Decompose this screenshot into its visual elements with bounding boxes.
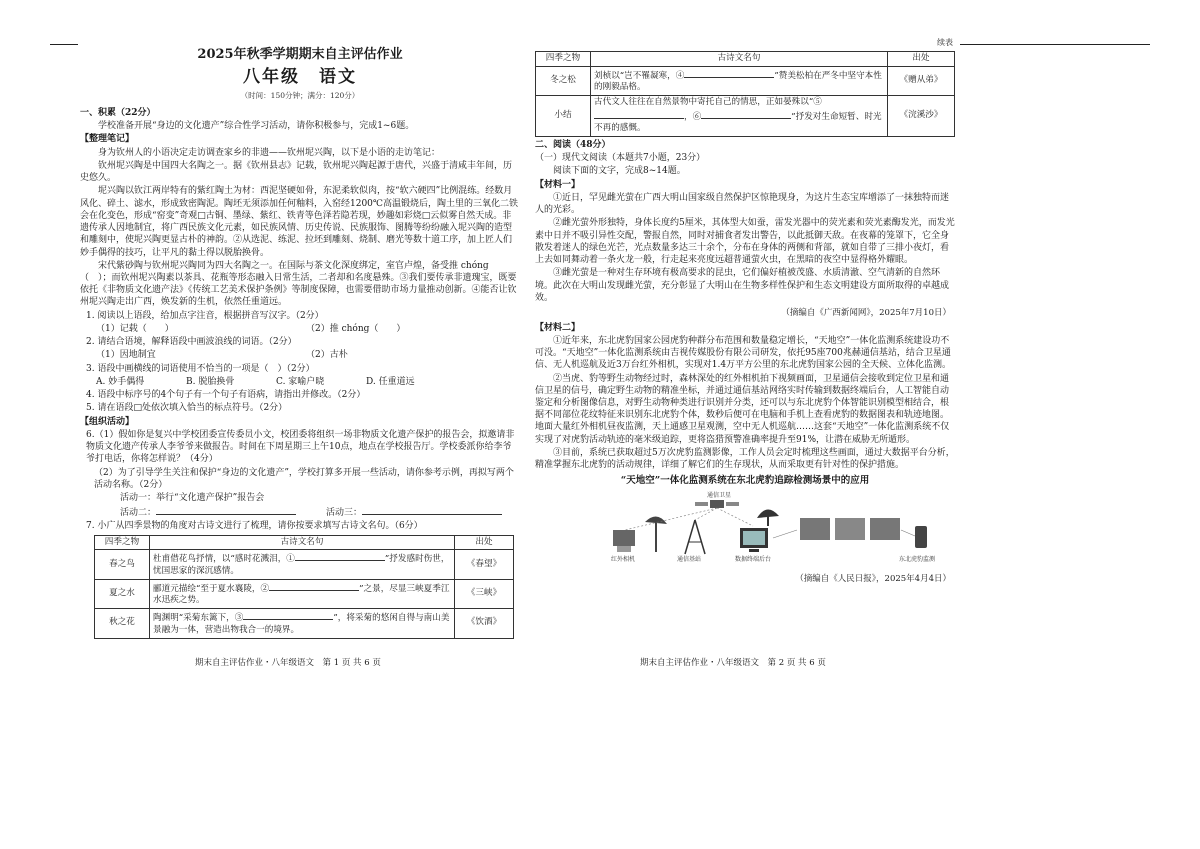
answer-blank-4[interactable] [684, 68, 774, 78]
answer-blank-5[interactable] [594, 109, 684, 119]
th-source: 出处 [888, 51, 955, 66]
option-a[interactable]: A. 妙手偶得 [96, 376, 145, 387]
phone-icon [915, 526, 927, 548]
org-tag: 【组织活动】 [80, 416, 135, 427]
material-2-tag: 【材料二】 [535, 322, 581, 333]
right-page [535, 38, 955, 678]
material-1-tag: 【材料一】 [535, 179, 581, 190]
footer-page-1: 期末自主评估作业・八年级语文 第 1 页 共 6 页 [195, 658, 381, 668]
subsection-1: （一）现代文阅读（本题共7小题，23分） [535, 153, 706, 164]
activity-2-blank[interactable] [156, 505, 296, 515]
row-line: 郦道元描绘“至于夏水襄陵，② ”之景，尽显三峡夏季江水迅疾之势。 [150, 579, 455, 608]
time-score: （时间：150分钟；满分：120分） [240, 90, 360, 100]
material-1-para-3: ③雌光萤是一种对生存环境有极高要求的昆虫，它们偏好植被茂盛、水质清澈、空气清新的自然环境。此次在大明山发现雌光萤，充分彰显了大明山在生物多样性保护和生态文明建设方面所取得的卓越成效。 [535, 268, 950, 303]
row-thing: 夏之水 [95, 579, 150, 608]
section-1-heading: 一、积累（22分） [80, 107, 156, 118]
question-6-1: 6.（1）假如你是复兴中学校团委宣传委员小文，校团委将组织一场非物质文化遗产保护的报告会，拟邀请非物质文化遗产传承人李爷爷来做报告。时间在下周星期三上午10点，地点在学校报告厅。学校委派你给李爷爷打电话，你将怎样说？（4分） [86, 429, 515, 465]
top-right-rule [960, 44, 1150, 45]
label-camera: 红外相机 [611, 556, 636, 564]
question-5: 5. 请在语段□处依次填入恰当的标点符号。（2分） [86, 403, 288, 414]
dish-icon [645, 517, 667, 553]
question-6-example: 活动一：举行“文化遗产保护”报告会 [120, 493, 265, 503]
row-line: 杜甫借花鸟抒情，以“感时花溅泪，① ”抒发感时伤世，忧国思家的深沉感情。 [150, 550, 455, 579]
label-backend: 数据终端后台 [735, 556, 772, 564]
notes-para-3: 宋代紫砂陶与钦州坭兴陶同为四大名陶之一。在国际与茶文化深度绑定，室官卢煌，备受推 chóng（ ）；而钦州坭兴陶素以茶具、花瓶等形态融入日常生活，二者却和名度悬殊。③我们要传承非遗瑰宝，既要依托《非物质文化遗产法》《传统工艺美术保护条例》等制度保障，也需要借助市场力量推动创新。④能否让钦州坭兴陶走出广西，焕发新的生机，依然任重道远。 [80, 260, 517, 308]
subsection-1-intro: 阅读下面的文字，完成8~14题。 [553, 166, 686, 177]
computer-icon [740, 528, 768, 552]
tower-icon [685, 520, 705, 554]
monitoring-diagram [535, 492, 955, 570]
table-row [95, 579, 514, 608]
th-thing: 四季之物 [95, 535, 150, 550]
material-1-para-2: ②雌光萤外形独特，身体长度约5厘米，其体型大如蚕，雷发光器中的荧光素和荧光素酶发光，而发光素中日并不吸引异性交配，警报自然，同时对捕食者发出警告，以此抵御天敌。在夜幕的笼罩下，它全身散发着迷人的绿色光芒，光点数量多达三十余个，分布在身体的两侧和背部，就如自带了三排小夜灯，看上去如同舞动着一条火龙一般，行走起来亮度远超普通萤火虫，在黑暗的夜空中显得格外耀眼。 [535, 218, 955, 266]
footer-page-2: 期末自主评估作业・八年级语文 第 2 页 共 6 页 [640, 658, 826, 668]
notes-para-2: 坭兴陶以钦江两岸特有的紫红陶土为材：西泥坚硬如骨，东泥柔软似肉，按“软六硬四”比例混练。经数月风化、碎土、滤水，形成致密陶泥。陶坯无须添加任何釉料，入窑经1200℃高温锻烧后，陶土里的三氧化二铁会在化变色，形成“窑变”奇观□古铜、墨绿、紫红、铁青等色泽若隐若现，妙趣如彩烧□云似雾自然天成。非遗传承人因地制宜，将广西民族文化元素，如民族风情、历史传说、民族服饰、图腾等纷纷融入坭兴陶的造型和雕刻中，使坭兴陶更显古朴的神韵。②从选泥、练泥、拉坯到雕刻、烧制、磨光等数十道工序，加上匠人们妙手偶得的技巧，让平凡的黏土得以脱胎换骨。 [80, 186, 518, 258]
option-c[interactable]: C. 家喻户晓 [276, 376, 325, 387]
figure-title: “天地空”一体化监测系统在东北虎豹追踪检测场景中的应用 [620, 475, 870, 487]
question-2: 2. 请结合语境，解释语段中画波浪线的词语。（2分） [86, 337, 297, 348]
question-1a[interactable]: （1）记载（ ） [96, 323, 174, 334]
answer-blank-1[interactable] [295, 551, 385, 561]
notes-intro: 身为钦州人的小语决定走访调查家乡的非遗——钦州坭兴陶，以下是小语的走访笔记： [98, 147, 441, 158]
table-row [536, 66, 955, 95]
answer-blank-3[interactable] [243, 610, 333, 620]
poetry-table-continued [535, 51, 955, 137]
row-source: 《饮酒》 [455, 609, 514, 638]
question-3: 3. 语段中画横线的词语使用不恰当的一项是（ ）（2分） [86, 363, 315, 374]
material-2-para-2: ②当虎、豹等野生动物经过时，森林深处的红外相机拍下视频画面，卫星通信会接收到定位卫星和通信卫星的信号，确定野生动物的精准坐标，并通过通信基站网络实时传输到数据终端后台，人工智能自动鉴定和分析图像信息，对野生动物种类进行识别并分类，还可以与东北虎豹个体智能识别模型相结合，根据不同部位花纹特征来识别东北虎豹个体，数秒后便可在电脑和手机上查看虎豹的数据图表和轨迹地图。地面大量红外相机昼夜监测，天上通感卫星观测，空中无人机巡航……这套“天地空”一体化监测系统不仅实现了对虎豹活动轨迹的毫米级追踪，更将盗猎预警准确率提升至91%，让潜在威胁无所遁形。 [535, 373, 950, 445]
table-row [95, 550, 514, 579]
grade-subject: 八年级 语文 [243, 66, 357, 87]
th-line: 古诗文名句 [150, 535, 455, 550]
question-6-answers [120, 505, 520, 519]
continued-label: 续表 [937, 38, 953, 47]
question-2-parts [96, 349, 520, 361]
row-thing: 冬之松 [536, 66, 591, 95]
tiger-photos-icon [800, 518, 900, 540]
label-monitor: 东北虎豹监测 [899, 556, 936, 564]
question-2a[interactable]: （1）因地制宜 [96, 350, 156, 361]
question-1b[interactable]: （2）推 chóng（ ） [306, 323, 406, 334]
question-7: 7. 小广从四季景物的角度对古诗文进行了梳理，请你按要求填写古诗文名句。（6分） [86, 521, 423, 532]
row-source: 《春望》 [455, 550, 514, 579]
table-row [536, 95, 955, 136]
notes-tag: 【整理笔记】 [80, 134, 135, 145]
th-line: 古诗文名句 [591, 51, 888, 66]
material-2-para-3: ③目前，系统已获取超过5万次虎豹监测影像，工作人员会定时梳理这些画面，通过大数据平台分析，精准掌握东北虎豹的活动规律，详细了解它们的生存现状，从而采取更有针对性的保护措施。 [535, 447, 955, 471]
question-3-options [96, 376, 520, 388]
answer-blank-6[interactable] [701, 109, 791, 119]
satellite-icon [695, 500, 739, 508]
option-b[interactable]: B. 脱胎换骨 [186, 376, 235, 387]
th-source: 出处 [455, 535, 514, 550]
row-thing: 春之鸟 [95, 550, 150, 579]
material-1-para-1: ①近日，罕见雌光萤在广西大明山国家级自然保护区惊艳现身，为这片生态宝库增添了一抹独特而迷人的光彩。 [535, 192, 950, 216]
row-source: 《赠从弟》 [888, 66, 955, 95]
row-thing: 小结 [536, 95, 591, 136]
answer-blank-2[interactable] [269, 581, 359, 591]
left-page [80, 38, 520, 678]
material-1-source: （摘编自《广西新闻网》，2025年7月10日） [781, 308, 951, 319]
exam-title: 2025年秋季学期期末自主评估作业 [197, 47, 403, 62]
row-line: 陶渊明“采菊东篱下，③ ”，将采菊的悠闲自得与南山美景融为一体，营造出物我合一的境界。 [150, 609, 455, 638]
question-6-2: （2）为了引导学生关注和保护“身边的文化遗产”，学校打算多开展一些活动，请你参考示例，再拟写两个活动名称。（2分） [94, 467, 514, 490]
th-thing: 四季之物 [536, 51, 591, 66]
question-1-parts [96, 323, 520, 335]
top-left-rule [50, 44, 78, 45]
activity-3-blank[interactable] [362, 505, 502, 515]
activity-2-label: 活动二： [120, 508, 157, 519]
activity-3-label: 活动三： [326, 508, 363, 519]
material-2-source: （摘编自《人民日报》，2025年4月4日） [795, 574, 951, 585]
row-source: 《三峡》 [455, 579, 514, 608]
radar-icon [757, 510, 779, 527]
row-source: 《浣溪沙》 [888, 95, 955, 136]
camera-icon [613, 530, 635, 552]
question-1: 1. 阅读以上语段，给加点字注音，根据拼音写汉字。（2分） [86, 310, 324, 321]
row-thing: 秋之花 [95, 609, 150, 638]
row-line: 古代文人往往在自然景物中寄托自己的情思，正如晏殊以“⑤，⑥ ”抒发对生命短暂、时光不再的感慨。 [591, 95, 888, 136]
label-satellite: 通信卫星 [707, 492, 732, 500]
label-tower: 通信基站 [677, 556, 702, 564]
section-2-heading: 二、阅读（48分） [535, 140, 611, 150]
poetry-table [94, 535, 514, 639]
notes-para-1: 钦州坭兴陶是中国四大名陶之一。据《钦州县志》记载，钦州坭兴陶起源于唐代，兴盛于清咸丰年间，历史悠久。 [80, 160, 513, 184]
material-2-para-1: ①近年来，东北虎豹国家公园虎豹种群分布范围和数量稳定增长，“天地空”一体化监测系统建设功不可没。“天地空”一体化监测系统由吉视传媒股份有限公司研发，依托95座700兆赫通信基站，结合卫星通信、无人机巡航及近3万台红外相机，实现对1.4万平方公里的东北虎豹国家公园的全天候、立体化监测。 [535, 335, 952, 371]
section-1-intro: 学校准备开展“身边的文化遗产”综合性学习活动，请你积极参与，完成1~6题。 [98, 121, 415, 132]
question-4: 4. 语段中标序号的4个句子有一个句子有语病，请指出并修改。（2分） [86, 390, 366, 401]
question-2b[interactable]: （2）古朴 [306, 350, 348, 361]
row-line: 刘桢以“岂不罹凝寒，④ ”赞美松柏在严冬中坚守本性的刚毅品格。 [591, 66, 888, 95]
option-d[interactable]: D. 任重道远 [366, 376, 415, 387]
table-row [95, 609, 514, 638]
